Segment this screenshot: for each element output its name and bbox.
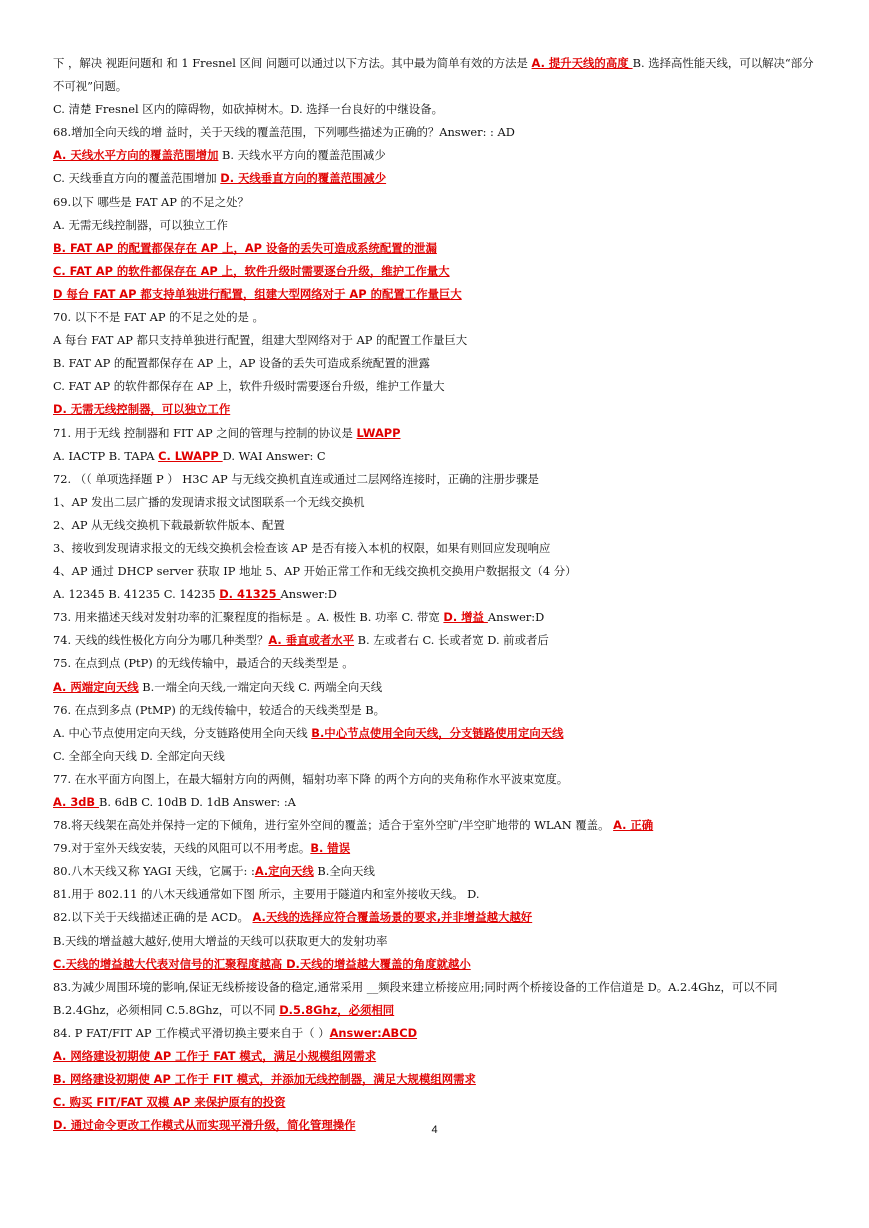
- text-line: [53, 1022, 818, 1045]
- text-line: [53, 214, 818, 237]
- answer-highlight: B. FAT AP 的配置都保存在 AP 上，AP 设备的丢失可造成系统配置的泄漏: [53, 240, 437, 255]
- text-line: [53, 514, 818, 537]
- text-segment: B. FAT AP 的配置都保存在 AP 上，AP 设备的丢失可造成系统配置的泄露: [53, 356, 430, 371]
- text-line: [53, 791, 818, 814]
- text-line: [53, 283, 818, 306]
- answer-highlight: A. 天线水平方向的覆盖范围增加: [53, 148, 219, 163]
- answer-highlight: B. 错误: [310, 841, 351, 856]
- answer-highlight: A.天线的选择应符合覆盖场景的要求,并非增益越大越好: [252, 910, 533, 925]
- text-segment: C. FAT AP 的软件都保存在 AP 上，软件升级时需要逐台升级，维护工作量大: [53, 379, 445, 394]
- answer-highlight: C. FAT AP 的软件都保存在 AP 上，软件升级时需要逐台升级，维护工作量大: [53, 263, 450, 278]
- text-line: [53, 606, 818, 629]
- text-segment: A. 中心节点使用定向天线，分支链路使用全向天线: [53, 725, 312, 740]
- text-line: [53, 144, 818, 167]
- text-line: [53, 260, 818, 283]
- text-segment: 82.以下关于天线描述正确的是 ACD。: [53, 910, 253, 925]
- page-number: 4: [431, 1124, 438, 1136]
- answer-highlight: Answer:ABCD: [329, 1025, 418, 1040]
- text-segment: 78.将天线架在高处并保持一定的下倾角，进行室外空间的覆盖；适合于室外空旷/半空旷地带的 WLAN 覆盖。: [53, 818, 614, 833]
- text-line: [53, 491, 818, 514]
- text-segment: 77. 在水平面方向图上，在最大辐射方向的两侧，辐射功率下降 的两个方向的夹角称作水平波束宽度。: [53, 771, 569, 786]
- text-line: [53, 537, 818, 560]
- answer-highlight: A.定向天线: [254, 864, 314, 879]
- text-segment: A. 12345 B. 41235 C. 14235: [53, 587, 220, 602]
- answer-highlight: A. 垂直或者水平: [268, 633, 355, 648]
- answer-highlight: C.天线的增益越大代表对信号的汇聚程度越高 D.天线的增益越大覆盖的角度就越小: [53, 956, 471, 971]
- text-line: [53, 398, 818, 421]
- text-segment: 2、AP 从无线交换机下载最新软件版本、配置: [53, 517, 285, 532]
- text-segment: C. 全部全向天线 D. 全部定向天线: [53, 748, 225, 763]
- text-line: [53, 121, 818, 144]
- text-segment: B. 选择高性能天线，可以解决“部分不可视”问题。: [53, 56, 814, 94]
- text-line: [53, 98, 818, 121]
- text-line: [53, 167, 818, 190]
- text-segment: 3、接收到发现请求报文的无线交换机会检查该 AP 是否有接入本机的权限，如果有则回应发现响应: [53, 540, 551, 555]
- text-segment: A. 无需无线控制器，可以独立工作: [53, 217, 228, 232]
- answer-highlight: A. 网络建设初期使 AP 工作于 FAT 模式，满足小规模组网需求: [53, 1049, 377, 1064]
- text-line: [53, 583, 818, 606]
- answer-highlight: A. 两端定向天线: [53, 679, 139, 694]
- text-line: [53, 722, 818, 745]
- text-segment: 84. P FAT/FIT AP 工作模式平滑切换主要来自于（ ）: [53, 1025, 330, 1040]
- answer-highlight: A. 正确: [613, 818, 654, 833]
- text-segment: Answer:D: [487, 610, 545, 625]
- text-segment: C. 天线垂直方向的覆盖范围增加: [53, 171, 221, 186]
- text-line: [53, 953, 818, 976]
- text-line: [53, 976, 818, 1022]
- text-line: [53, 768, 818, 791]
- text-segment: Answer:D: [280, 587, 337, 602]
- text-segment: B.一端全向天线,一端定向天线 C. 两端全向天线: [138, 679, 383, 694]
- text-segment: 68.增加全向天线的增 益时，关于天线的覆盖范围，下列哪些描述为正确的？Answer: : AD: [53, 125, 515, 140]
- text-line: [53, 883, 818, 906]
- text-line: [53, 652, 818, 675]
- text-segment: A. IACTP B. TAPA: [53, 448, 159, 463]
- text-line: [53, 191, 818, 214]
- text-segment: 83.为减少周围环境的影响,保证无线桥接设备的稳定,通常采用 __频段来建立桥接应用;同时两个桥接设备的工作信道是 D。A.2.4Ghz，可以不同 B.2.4Ghz，必须相同 C.5.8Ghz，可以不同: [53, 979, 778, 1017]
- text-line: [53, 745, 818, 768]
- text-segment: C. 清楚 Fresnel 区内的障碍物，如砍掉树木。D. 选择一台良好的中继设备。: [53, 102, 443, 117]
- answer-highlight: D. 天线垂直方向的覆盖范围减少: [220, 171, 387, 186]
- text-segment: B.全向天线: [313, 864, 375, 879]
- text-segment: B. 左或者右 C. 长或者宽 D. 前或者后: [354, 633, 549, 648]
- answer-highlight: C. 购买 FIT/FAT 双模 AP 来保护原有的投资: [53, 1095, 286, 1110]
- text-segment: 75. 在点到点 (PtP) 的无线传输中，最适合的天线类型是 。: [53, 656, 354, 671]
- text-line: [53, 352, 818, 375]
- text-line: [53, 329, 818, 352]
- text-line: [53, 52, 818, 98]
- text-segment: A 每台 FAT AP 都只支持单独进行配置，组建大型网络对于 AP 的配置工作量巨大: [53, 333, 468, 348]
- text-line: [53, 906, 818, 929]
- text-line: [53, 860, 818, 883]
- answer-highlight: D. 41325: [219, 587, 281, 602]
- text-line: [53, 699, 818, 722]
- text-segment: 71. 用于无线 控制器和 FIT AP 之间的管理与控制的协议是: [53, 425, 357, 440]
- text-line: [53, 237, 818, 260]
- answer-highlight: D. 增益: [443, 610, 488, 625]
- text-segment: 81.用于 802.11 的八木天线通常如下图 所示，主要用于隧道内和室外接收天线。 D.: [53, 887, 480, 902]
- text-line: [53, 560, 818, 583]
- text-segment: D. WAI Answer: C: [222, 448, 326, 463]
- text-segment: 80.八木天线又称 YAGI 天线，它属于: :: [53, 864, 255, 879]
- text-segment: B. 6dB C. 10dB D. 1dB Answer: :A: [99, 795, 296, 809]
- text-segment: 73. 用来描述天线对发射功率的汇聚程度的指标是 。A. 极性 B. 功率 C. 带宽: [53, 610, 444, 625]
- text-segment: 76. 在点到多点 (PtMP) 的无线传输中，较适合的天线类型是 B。: [53, 702, 386, 717]
- text-line: [53, 445, 818, 468]
- answer-highlight: D 每台 FAT AP 都支持单独进行配置，组建大型网络对于 AP 的配置工作量巨大: [53, 286, 462, 301]
- text-segment: 79.对于室外天线安装，天线的风阻可以不用考虑。: [53, 841, 311, 856]
- text-segment: 4、AP 通过 DHCP server 获取 IP 地址 5、AP 开始正常工作和无线交换机交换用户数据报文（4 分）: [53, 564, 577, 579]
- answer-highlight: A. 提升天线的高度: [531, 56, 633, 70]
- answer-highlight: A. 3dB: [53, 795, 100, 809]
- text-line: [53, 1045, 818, 1068]
- text-line: [53, 375, 818, 398]
- text-segment: 72. （（ 单项选择题 P ） H3C AP 与无线交换机直连或通过二层网络连接时，正确的注册步骤是: [53, 471, 539, 486]
- text-line: [53, 814, 818, 837]
- text-line: [53, 629, 818, 652]
- document-body: [53, 52, 818, 1137]
- answer-highlight: C. LWAPP: [158, 448, 223, 463]
- text-line: [53, 306, 818, 329]
- answer-highlight: D.5.8Ghz，必须相同: [279, 1002, 395, 1017]
- answer-highlight: D. 通过命令更改工作模式从而实现平滑升级，简化管理操作: [53, 1118, 356, 1133]
- text-line: [53, 1068, 818, 1091]
- text-line: [53, 930, 818, 953]
- answer-highlight: D. 无需无线控制器，可以独立工作: [53, 402, 231, 417]
- text-segment: B. 天线水平方向的覆盖范围减少: [218, 148, 386, 163]
- text-segment: 69.以下 哪些是 FAT AP 的不足之处？: [53, 194, 249, 209]
- text-segment: 1、AP 发出二层广播的发现请求报文试图联系一个无线交换机: [53, 494, 365, 509]
- text-segment: B.天线的增益越大越好,使用大增益的天线可以获取更大的发射功率: [53, 933, 388, 948]
- answer-highlight: B. 网络建设初期使 AP 工作于 FIT 模式，并添加无线控制器，满足大规模组网需求: [53, 1072, 476, 1087]
- text-line: [53, 422, 818, 445]
- text-line: [53, 837, 818, 860]
- text-line: [53, 676, 818, 699]
- answer-highlight: LWAPP: [356, 425, 401, 440]
- answer-highlight: B.中心节点使用全向天线，分支链路使用定向天线: [311, 725, 564, 740]
- text-segment: 下 ，解决 视距问题和 和 1 Fresnel 区间 问题可以通过以下方法。其中最为简单有效的方法是: [53, 56, 532, 70]
- text-line: [53, 468, 818, 491]
- text-line: [53, 1091, 818, 1114]
- text-segment: 70. 以下不是 FAT AP 的不足之处的是 。: [53, 310, 264, 325]
- text-segment: 74. 天线的线性极化方向分为哪几种类型？: [53, 633, 269, 648]
